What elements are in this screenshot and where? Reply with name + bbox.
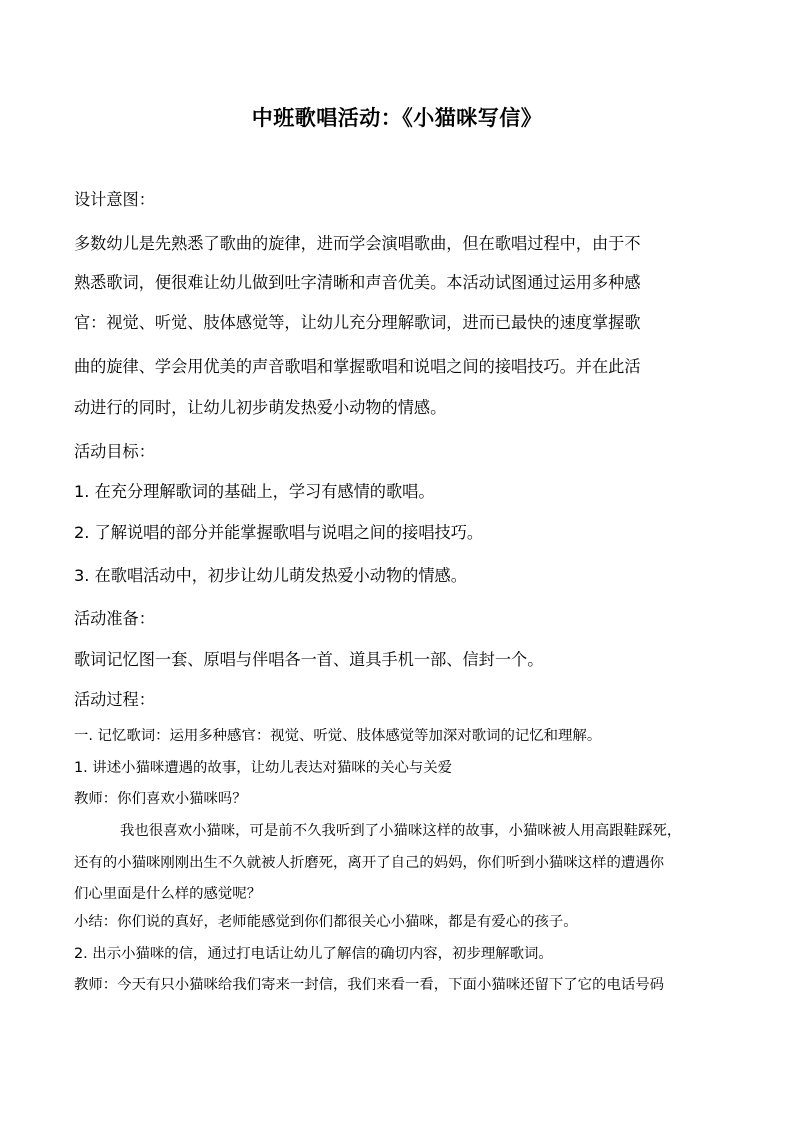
process-line: 教师：你们喜欢小猫咪吗？: [74, 791, 247, 807]
process-line: 一. 记忆歌词：运用多种感官：视觉、听觉、肢体感觉等加深对歌词的记忆和理解。: [74, 728, 602, 744]
design-line: 曲的旋律、学会用优美的声音歌唱和掌握歌唱和说唱之间的接唱技巧。并在此活: [74, 357, 641, 376]
design-line: 动进行的同时，让幼儿初步萌发热爱小动物的情感。: [74, 398, 447, 417]
prep-text: 歌词记忆图一套、原唱与伴唱各一首、道具手机一部、信封一个。: [74, 650, 544, 669]
process-line: 1. 讲述小猫咪遭遇的故事，让幼儿表达对猫咪的关心与关爱: [74, 760, 453, 776]
process-line: 小结：你们说的真好，老师能感觉到你们都很关心小猫咪，都是有爱心的孩子。: [74, 914, 578, 930]
design-heading: 设计意图：: [74, 190, 155, 209]
process-line: 教师：今天有只小猫咪给我们寄来一封信，我们来看一看，下面小猫咪还留下了它的电话号码: [74, 977, 665, 993]
process-line: 2. 出示小猫咪的信，通过打电话让幼儿了解信的确切内容，初步理解歌词。: [74, 946, 553, 962]
goal-item: 3. 在歌唱活动中，初步让幼儿萌发热爱小动物的情感。: [74, 566, 467, 585]
goals-heading: 活动目标：: [74, 442, 155, 461]
design-line: 官：视觉、听觉、肢体感觉等，让幼儿充分理解歌词，进而已最快的速度掌握歌: [74, 313, 641, 332]
design-line: 多数幼儿是先熟悉了歌曲的旋律，进而学会演唱歌曲，但在歌唱过程中，由于不: [74, 234, 641, 253]
prep-heading: 活动准备：: [74, 609, 155, 628]
document-title: 中班歌唱活动：《小猫咪写信》: [251, 106, 543, 130]
process-line: 我也很喜欢小猫咪，可是前不久我听到了小猫咪这样的故事，小猫咪被人用高跟鞋踩死，: [120, 823, 682, 839]
process-heading: 活动过程：: [74, 690, 155, 709]
goal-item: 1. 在充分理解歌词的基础上，学习有感情的歌唱。: [74, 482, 435, 501]
process-line: 还有的小猫咪刚刚出生不久就被人折磨死，离开了自己的妈妈，你们听到小猫咪这样的遭遇你: [74, 855, 665, 871]
design-line: 熟悉歌词，便很难让幼儿做到吐字清晰和声音优美。本活动试图通过运用多种感: [74, 273, 641, 292]
process-line: 们心里面是什么样的感觉呢？: [74, 886, 262, 902]
goal-item: 2. 了解说唱的部分并能掌握歌唱与说唱之间的接唱技巧。: [74, 523, 484, 542]
